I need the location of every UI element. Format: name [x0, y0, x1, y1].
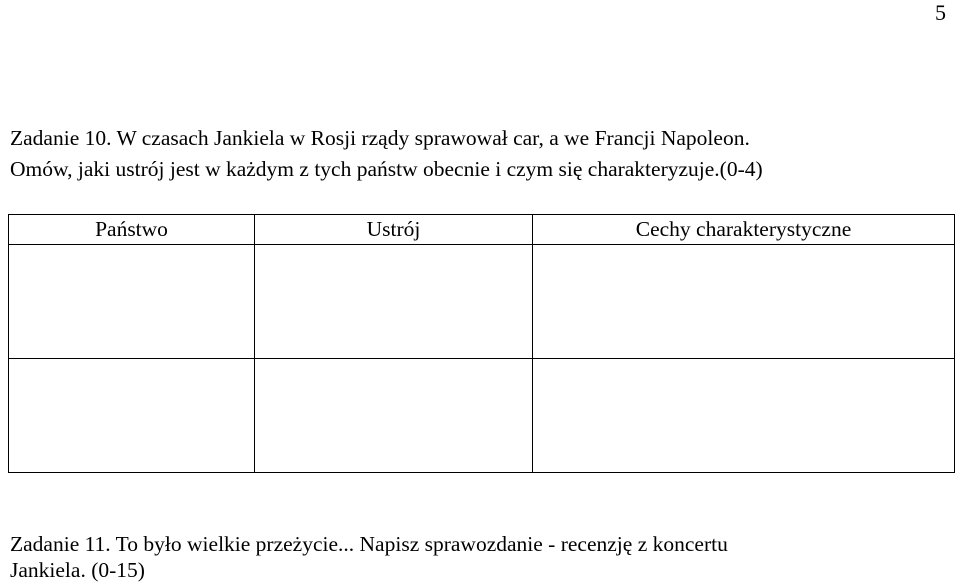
- task-10-line-1: Zadanie 10. W czasach Jankiela w Rosji rządy sprawował car, a we Francji Napoleon.: [10, 126, 750, 150]
- column-header-ustroj: Ustrój: [255, 215, 533, 245]
- answer-cell-cechy[interactable]: [533, 245, 955, 359]
- task-10-line-2: Omów, jaki ustrój jest w każdym z tych państw obecnie i czym się charakteryzuje.(0-4): [10, 157, 763, 181]
- page-number: 5: [935, 0, 946, 25]
- task-10-prompt: [10, 123, 763, 185]
- answer-cell-panstwo[interactable]: [9, 245, 255, 359]
- column-header-panstwo: Państwo: [9, 215, 255, 245]
- column-header-cechy: Cechy charakterystyczne: [533, 215, 955, 245]
- answer-cell-ustroj[interactable]: [255, 359, 533, 473]
- answer-table: [8, 214, 955, 473]
- table-row: [9, 359, 955, 473]
- answer-cell-cechy[interactable]: [533, 359, 955, 473]
- table-header-row: [9, 215, 955, 245]
- task-11-line-2: Jankiela. (0-15): [10, 558, 145, 582]
- table-row: [9, 245, 955, 359]
- answer-cell-panstwo[interactable]: [9, 359, 255, 473]
- answer-cell-ustroj[interactable]: [255, 245, 533, 359]
- task-11-prompt: [10, 531, 728, 583]
- task-11-line-1: Zadanie 11. To było wielkie przeżycie... Napisz sprawozdanie - recenzję z koncertu: [10, 532, 728, 556]
